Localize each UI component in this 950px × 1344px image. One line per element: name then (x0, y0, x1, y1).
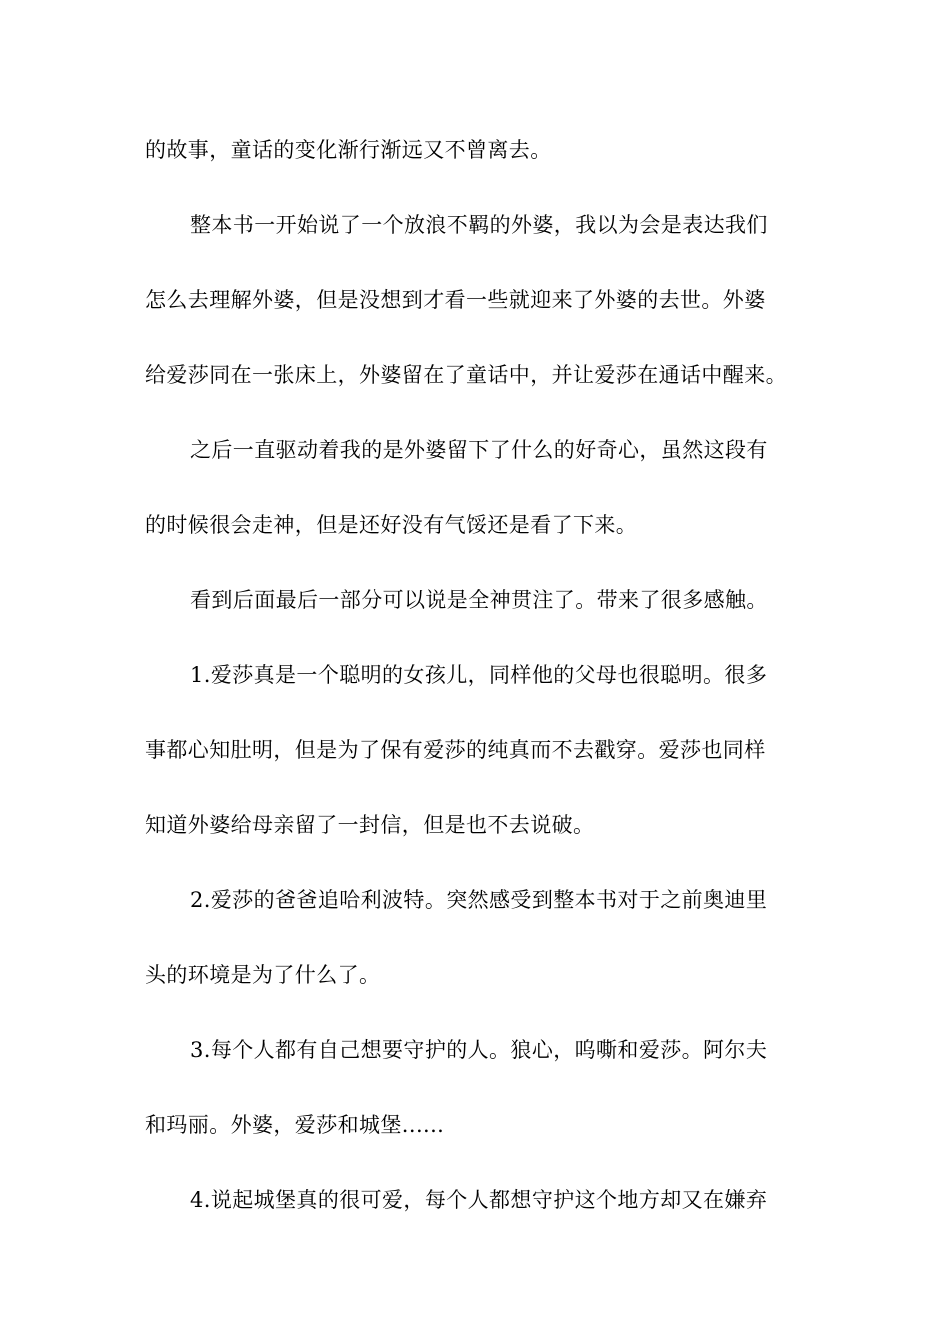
text-line: 知道外婆给母亲留了一封信，但是也不去说破。 (145, 813, 595, 837)
text-line: 给爱莎同在一张床上，外婆留在了童话中，并让爱莎在通话中醒来。 (145, 363, 787, 387)
list-item-3-line: 3.每个人都有自己想要守护的人。狼心，呜嘶和爱莎。阿尔夫 (190, 1038, 768, 1062)
list-item-1-line: 1.爱莎真是一个聪明的女孩儿，同样他的父母也很聪明。很多 (190, 663, 768, 687)
text-line: 的故事，童话的变化渐行渐远又不曾离去。 (145, 138, 552, 162)
paragraph-start-line: 整本书一开始说了一个放浪不羁的外婆，我以为会是表达我们 (190, 213, 768, 237)
text-line: 头的环境是为了什么了。 (145, 963, 381, 987)
text-line: 的时候很会走神，但是还好没有气馁还是看了下来。 (145, 513, 638, 537)
paragraph-start-line: 看到后面最后一部分可以说是全神贯注了。带来了很多感触。 (190, 588, 768, 612)
text-line: 怎么去理解外婆，但是没想到才看一些就迎来了外婆的去世。外婆 (145, 288, 766, 312)
list-item-2-line: 2.爱莎的爸爸追哈利波特。突然感受到整本书对于之前奥迪里 (190, 888, 768, 912)
text-line: 事都心知肚明，但是为了保有爱莎的纯真而不去戳穿。爱莎也同样 (145, 738, 766, 762)
paragraph-start-line: 之后一直驱动着我的是外婆留下了什么的好奇心，虽然这段有 (190, 438, 768, 462)
text-line: 和玛丽。外婆，爱莎和城堡...... (145, 1113, 445, 1137)
list-item-4-line: 4.说起城堡真的很可爱，每个人都想守护这个地方却又在嫌弃 (190, 1188, 768, 1212)
